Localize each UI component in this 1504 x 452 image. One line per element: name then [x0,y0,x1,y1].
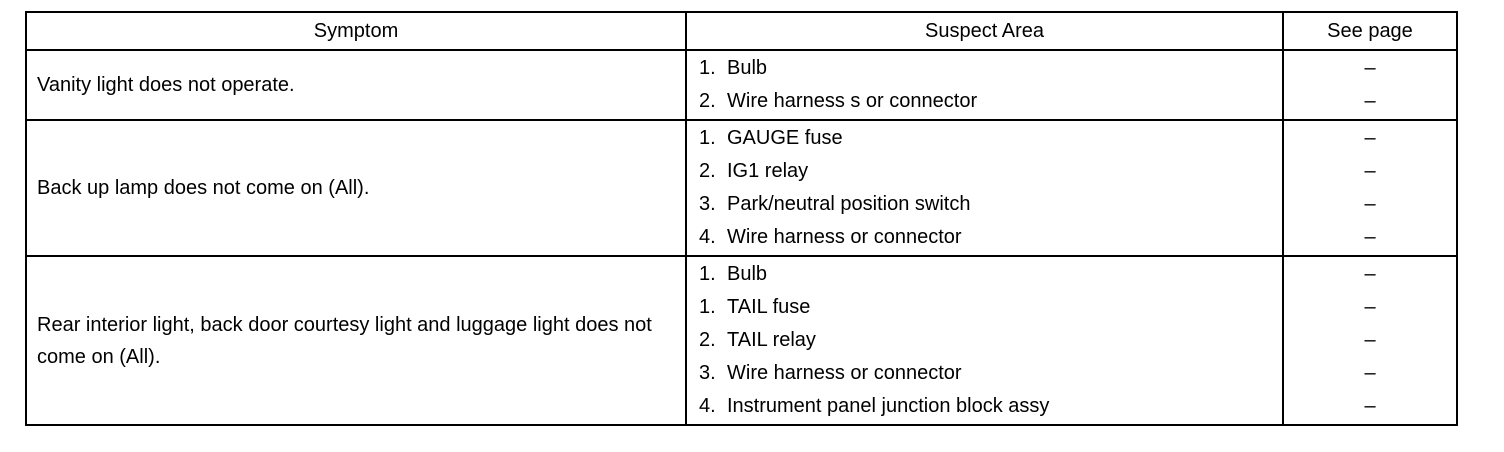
see-page-value: – [1364,263,1376,285]
suspect-item-number: 4. [699,395,716,417]
see-page-value: – [1364,57,1376,79]
see-page-value: – [1364,329,1376,351]
table-row [26,120,1457,256]
see-page-value: – [1364,362,1376,384]
suspect-item-text: Wire harness s or connector [727,90,978,112]
suspect-area-cell [686,50,1283,120]
suspect-item-text: Bulb [727,57,768,79]
suspect-item-text: TAIL fuse [727,296,811,318]
table-body [26,50,1457,425]
suspect-item [687,390,1282,423]
suspect-item [687,324,1282,357]
table-row [26,256,1457,425]
symptom-table [25,11,1458,426]
suspect-item-number: 3. [699,193,716,215]
suspect-item [687,122,1282,155]
header-suspect-area: Suspect Area [686,12,1283,50]
suspect-item-text: Bulb [727,263,768,285]
suspect-area-cell [686,120,1283,256]
suspect-item-text: Wire harness or connector [727,362,962,384]
suspect-item-text: IG1 relay [727,160,809,182]
see-page-cell [1283,256,1457,425]
suspect-item-number: 1. [699,57,716,79]
see-page-value: – [1364,127,1376,149]
suspect-item-text: GAUGE fuse [727,127,843,149]
see-page-cell [1283,120,1457,256]
suspect-item [687,85,1282,118]
suspect-item [687,291,1282,324]
see-page-value: – [1364,90,1376,112]
see-page-value: – [1364,160,1376,182]
see-page-value: – [1364,395,1376,417]
symptom-cell: Vanity light does not operate. [26,50,686,120]
suspect-item-number: 2. [699,90,716,112]
suspect-item [687,52,1282,85]
see-page-value: – [1364,193,1376,215]
suspect-item-number: 1. [699,127,716,149]
suspect-item-number: 2. [699,329,716,351]
header-see-page: See page [1283,12,1457,50]
symptom-cell: Rear interior light, back door courtesy light and luggage light does not come on (All). [26,256,686,425]
suspect-item-text: Instrument panel junction block assy [727,395,1050,417]
suspect-item-text: Wire harness or connector [727,226,962,248]
suspect-item [687,155,1282,188]
suspect-item [687,188,1282,221]
header-symptom: Symptom [26,12,686,50]
table-row [26,50,1457,120]
see-page-value: – [1364,226,1376,248]
suspect-item-number: 4. [699,226,716,248]
suspect-item-number: 2. [699,160,716,182]
suspect-area-cell [686,256,1283,425]
suspect-item [687,357,1282,390]
suspect-item-number: 1. [699,296,716,318]
suspect-item [687,258,1282,291]
suspect-item-text: Park/neutral position switch [727,193,971,215]
see-page-value: – [1364,296,1376,318]
suspect-item-number: 3. [699,362,716,384]
suspect-item-number: 1. [699,263,716,285]
see-page-cell [1283,50,1457,120]
suspect-item-text: TAIL relay [727,329,816,351]
suspect-item [687,221,1282,254]
header-row [26,12,1457,50]
symptom-cell: Back up lamp does not come on (All). [26,120,686,256]
